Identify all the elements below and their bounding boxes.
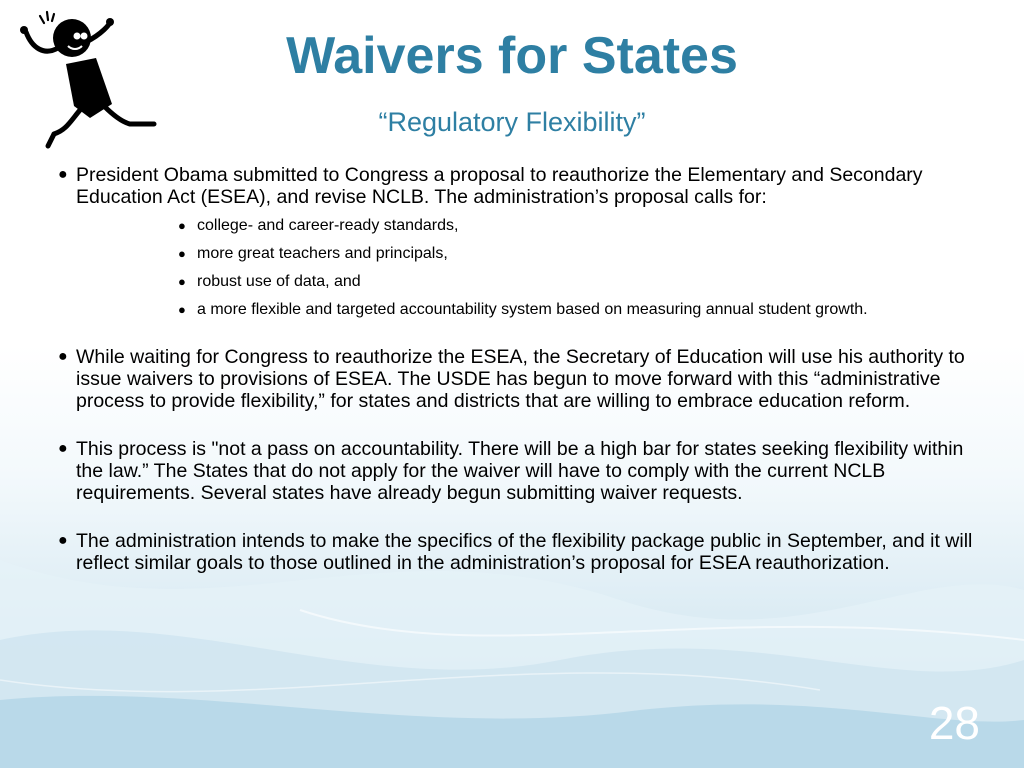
subbullet-list [76,216,973,320]
bullet-icon: ● [58,348,68,365]
bullet-list [58,164,973,574]
bullet-icon: ● [58,532,68,549]
bullet-item [58,438,973,504]
subbullet-item [178,216,973,236]
bullet-text: This process is "not a pass on accountability. There will be a high bar for states seeking flexibility within the law.” The States that do not apply for the waiver will have to comply with the current NCLB requirements. Several states have already begun submitting waiver requests. [76,438,964,504]
subbullet-item [178,272,973,292]
bullet-content [58,164,973,600]
subbullet-text: college- and career-ready standards, [197,217,459,234]
bullet-item [58,530,973,574]
bullet-text: President Obama submitted to Congress a proposal to reauthorize the Elementary and Secondary Education Act (ESEA), and revise NCLB. The administration’s proposal calls for: [76,164,923,208]
bullet-item [58,346,973,412]
subbullet-item [178,244,973,264]
bullet-text: While waiting for Congress to reauthorize the ESEA, the Secretary of Education will use his authority to issue waivers to provisions of ESEA. The USDE has begun to move forward with this “administrative process to provide flexibility,” for states and districts that are willing to embrace education reform. [76,346,965,412]
subbullet-item [178,300,973,320]
bullet-icon: ● [178,274,186,289]
bullet-text: The administration intends to make the specifics of the flexibility package public in September, and it will reflect similar goals to those outlined in the administration’s proposal for ESEA reauthorization. [76,530,973,574]
subbullet-text: robust use of data, and [197,273,361,290]
bullet-icon: ● [178,246,186,261]
bullet-icon: ● [178,302,186,317]
bullet-icon: ● [58,440,68,457]
bullet-icon: ● [58,166,68,183]
bullet-icon: ● [178,218,186,233]
slide-subtitle: “Regulatory Flexibility” [378,107,646,137]
slide-title: Waivers for States [286,27,738,85]
bullet-item [58,164,973,320]
subbullet-text: more great teachers and principals, [197,245,448,262]
subbullet-text: a more flexible and targeted accountability system based on measuring annual student growth. [197,301,868,318]
page-number: 28 [928,697,980,749]
